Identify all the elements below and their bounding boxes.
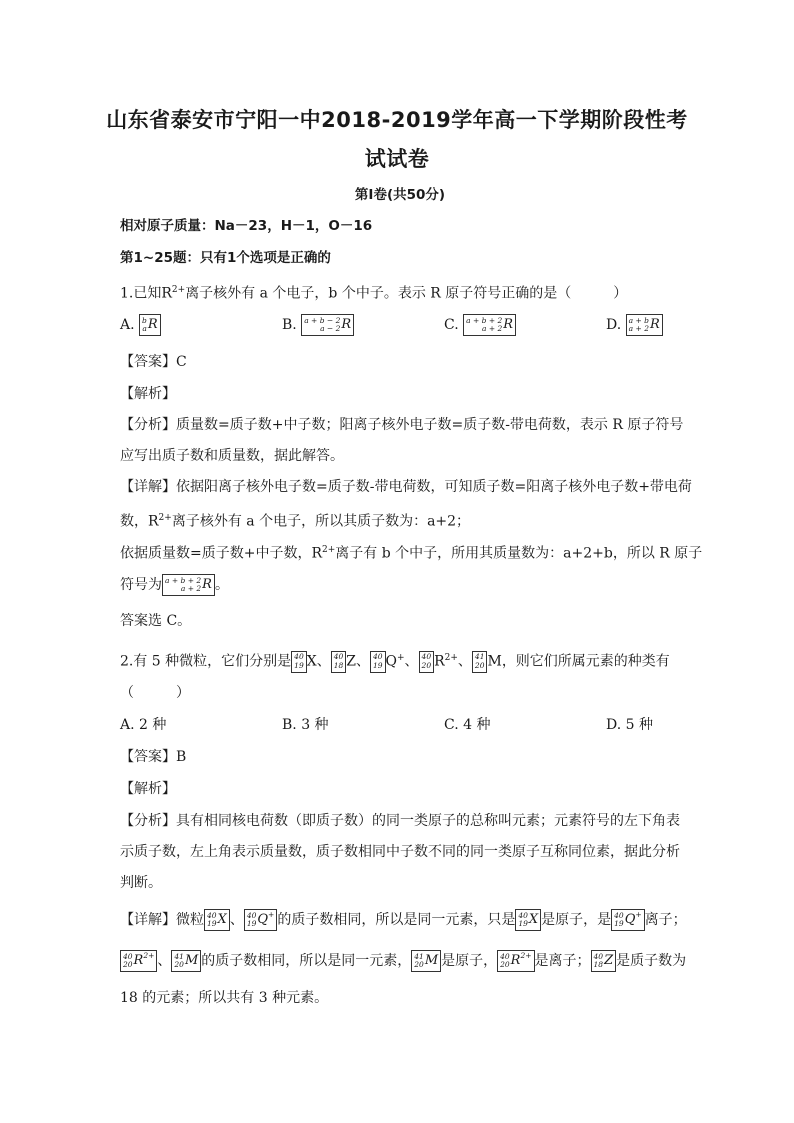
q2-answer: 【答案】B — [120, 749, 187, 765]
nuclide-symbol: 40 19 Q+ — [611, 909, 645, 931]
q1-xiangjie-2: 数，$R^{2+}$离子核外有 a 个电子，所以其质子数为：a+2； — [120, 513, 471, 530]
q2-xiangjie-2: 40 20 $R^{2+}$ 、 41 20 M 的质子数相同，所以是同一元素， 41 20 M 是原子， 40 20 $R^{2+}$ 是离子； 40 18 Z 是质子数为 — [120, 950, 680, 972]
section-heading: 第Ⅰ卷(共50分) — [354, 187, 446, 203]
nuclide-symbol: a + b + 2 a + 2 R — [463, 314, 516, 336]
q2-option-c[interactable]: C. 4 种 — [444, 717, 491, 733]
instruction: 第1~25题：只有1个选项是正确的 — [120, 250, 331, 266]
nuclide-symbol: 40 20 $R^{2+}$ — [120, 950, 157, 972]
q2-xiangjie-1: 【详解】微粒 40 19 X 、 40 19 Q+ 的质子数相同，所以是同一元素，只是 40 19 X 是原子，是 40 19 Q+ 离子； — [120, 909, 680, 931]
nuclide-symbol: 40 19 X — [515, 909, 541, 931]
q2-fenxi-3: 判断。 — [120, 875, 162, 891]
nuclide-symbol: 41 20 M — [171, 950, 201, 972]
q2-option-b[interactable]: B. 3 种 — [282, 717, 329, 733]
q1-answer: 【答案】C — [120, 354, 187, 370]
nuclide-symbol: 40 19 — [291, 651, 307, 673]
nuclide-symbol: 40 19 — [370, 651, 386, 673]
nuclide-symbol: 40 20 — [419, 651, 435, 673]
q1-xiangjie-4: 符号为 a + b + 2 a + 2 R 。 — [120, 574, 680, 596]
nuclide-symbol: b a R — [139, 314, 161, 336]
q2-option-d[interactable]: D. 5 种 — [606, 717, 653, 733]
nuclide-symbol: 40 18 — [331, 651, 347, 673]
q2-fenxi-1: 【分析】具有相同核电荷数（即质子数）的同一类原子的总称叫元素；元素符号的左下角表 — [120, 813, 680, 829]
nuclide-symbol: 41 20 M — [411, 950, 441, 972]
q1-option-a[interactable]: A. b a R — [120, 314, 161, 336]
title-line-1: 山东省泰安市宁阳一中2018-2019学年高一下学期阶段性考 — [106, 108, 688, 132]
nuclide-symbol: a + b + 2 a + 2 R — [162, 574, 215, 596]
atomic-mass-note: 相对原子质量：Na－23，H－1，O－16 — [120, 218, 373, 234]
q1-final: 答案选 C。 — [120, 613, 192, 629]
q1-analysis-head: 【解析】 — [120, 386, 176, 402]
q1-option-d[interactable]: D. a + b a + 2 R — [606, 314, 663, 336]
nuclide-symbol: 41 20 — [472, 651, 488, 673]
q2-option-a[interactable]: A. 2 种 — [120, 717, 167, 733]
nuclide-symbol: a + b a + 2 R — [626, 314, 663, 336]
q1-xiangjie-1: 【详解】依据阳离子核外电子数=质子数-带电荷数，可知质子数=阳离子核外电子数+带电荷 — [120, 479, 692, 495]
title-line-2: 试试卷 — [364, 147, 430, 171]
nuclide-symbol: a + b − 2 a − 2 R — [301, 314, 354, 336]
nuclide-symbol: 40 19 X — [204, 909, 230, 931]
q1-fenxi-1: 【分析】质量数=质子数+中子数；阳离子核外电子数=质子数-带电荷数，表示 R 原子符号 — [120, 417, 684, 433]
q1-stem: 1.已知$R^{2+}$离子核外有 a 个电子，b 个中子。表示 R 原子符号正确的是（ ） — [120, 285, 628, 302]
nuclide-symbol: 40 20 $R^{2+}$ — [497, 950, 534, 972]
q1-xiangjie-3: 依据质量数=质子数+中子数，$R^{2+}$离子有 b 个中子，所用其质量数为：a+2+b，所以 R 原子 — [120, 545, 703, 562]
q1-option-b[interactable]: B. a + b − 2 a − 2 R — [282, 314, 354, 336]
nuclide-symbol: 40 19 Q+ — [244, 909, 278, 931]
nuclide-symbol: 40 18 Z — [591, 950, 617, 972]
q2-fenxi-2: 示质子数，左上角表示质量数，质子数相同中子数不同的同一类原子互称同位素，据此分析 — [120, 844, 680, 860]
q1-fenxi-2: 应写出质子数和质量数，据此解答。 — [120, 448, 344, 464]
q2-stem: 2.有 5 种微粒，它们分别是 40 19 X、 40 18 Z、 40 19 Q+、 40 20 $R^{2+}$、 41 20 M，则它们所属元素的种类有 — [120, 648, 680, 673]
q2-paren: （ ） — [120, 685, 190, 701]
q2-xiangjie-3: 18 的元素；所以共有 3 种元素。 — [120, 990, 329, 1006]
q1-option-c[interactable]: C. a + b + 2 a + 2 R — [444, 314, 516, 336]
q2-analysis-head: 【解析】 — [120, 781, 176, 797]
